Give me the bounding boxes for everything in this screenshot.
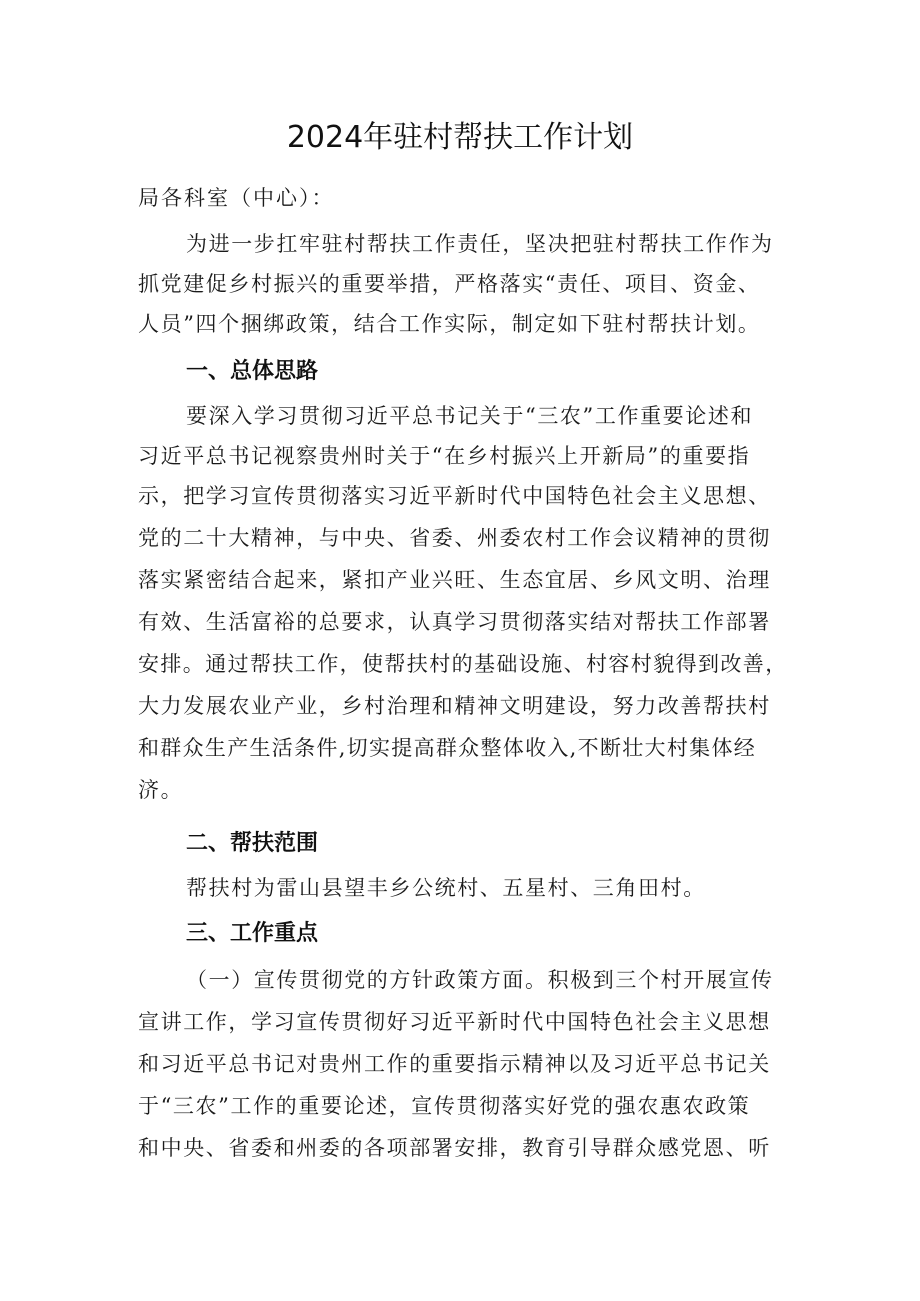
section-1-line: 有效、生活富裕的总要求，认真学习贯彻落实结对帮扶工作部署 [138, 610, 771, 634]
section-1-line: 和群众生产生活条件,切实提高群众整体收入,不断壮大村集体经 [138, 736, 757, 760]
intro-line-1: 为进一步扛牢驻村帮扶工作责任，坚决把驻村帮扶工作作为 [186, 232, 774, 256]
section-2-heading: 二、帮扶范围 [186, 831, 319, 856]
intro-line-2: 抓党建促乡村振兴的重要举措，严格落实“责任、项目、资金、 [138, 272, 761, 296]
section-1-line: 安排。通过帮扶工作，使帮扶村的基础设施、村容村貌得到改善， [138, 652, 788, 676]
section-3-line: 和习近平总书记对贵州工作的重要指示精神以及习近平总书记关 [138, 1052, 771, 1076]
section-2-line: 帮扶村为雷山县望丰乡公统村、五星村、三角田村。 [186, 876, 706, 900]
intro-line-3: 人员”四个捆绑政策，结合工作实际，制定如下驻村帮扶计划。 [138, 312, 761, 336]
salutation: 局各科室（中心）： [138, 186, 335, 210]
section-1-line: 党的二十大精神，与中央、省委、州委农村工作会议精神的贯彻 [138, 526, 771, 550]
section-3-line: 和中央、省委和州委的各项部署安排，教育引导群众感党恩、听 [138, 1136, 771, 1160]
section-1-line: 要深入学习贯彻习近平总书记关于“三农”工作重要论述和 [186, 404, 754, 428]
section-3-line: 于“三农”工作的重要论述，宣传贯彻落实好党的强农惠农政策 [138, 1094, 751, 1118]
section-1-line: 习近平总书记视察贵州时关于“在乡村振兴上开新局”的重要指 [138, 444, 751, 468]
section-1-line: 落实紧密结合起来，紧扣产业兴旺、生态宜居、乡风文明、治理 [138, 568, 771, 592]
section-3-line: 宣讲工作，学习宣传贯彻好习近平新时代中国特色社会主义思想 [138, 1010, 771, 1034]
section-1-line: 示，把学习宣传贯彻落实习近平新时代中国特色社会主义思想、 [138, 484, 771, 508]
section-1-line: 大力发展农业产业，乡村治理和精神文明建设，努力改善帮扶村 [138, 694, 771, 718]
section-1-heading: 一、总体思路 [186, 359, 319, 384]
document-title: 2024年驻村帮扶工作计划 [286, 120, 634, 155]
section-3-line: （一）宣传贯彻党的方针政策方面。积极到三个村开展宣传 [186, 968, 774, 992]
section-1-line: 济。 [138, 778, 184, 802]
section-3-heading: 三、工作重点 [186, 921, 319, 946]
